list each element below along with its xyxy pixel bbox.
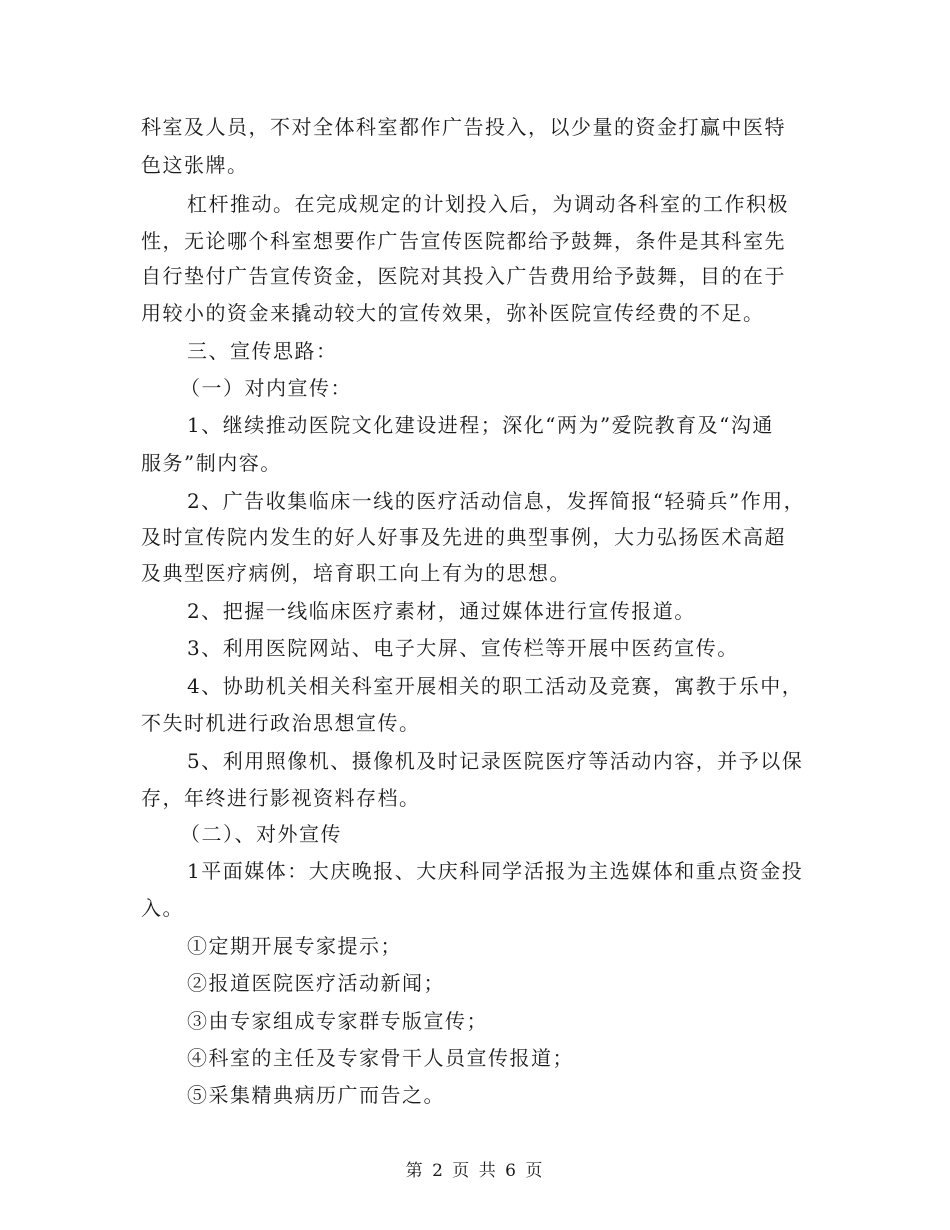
text-line: 自行垫付广告宣传资金，医院对其投入广告费用给予鼓舞，目的在于 [141, 264, 786, 288]
text-line: 用较小的资金来撬动较大的宣传效果，弥补医院宣传经费的不足。 [141, 301, 765, 325]
text-line: 1平面媒体：大庆晚报、大庆科同学活报为主选媒体和重点资金投 [187, 859, 804, 883]
list-item: ⑤采集精典病历广而告之。 [187, 1083, 445, 1107]
text-line: 服务”制内容。 [141, 451, 282, 475]
text-line: 2、广告收集临床一线的医疗活动信息，发挥简报“轻骑兵”作用， [187, 489, 806, 513]
list-item: ④科室的主任及专家骨干人员宣传报道； [187, 1046, 574, 1070]
list-item: ②报道医院医疗活动新闻； [187, 971, 445, 995]
text-line: 及典型医疗病例，培育职工向上有为的思想。 [141, 561, 571, 585]
subsection-heading: （二）、对外宣传 [180, 822, 342, 846]
text-line: 色这张牌。 [141, 153, 249, 177]
section-heading: 三、宣传思路： [187, 339, 338, 363]
text-line: 不失时机进行政治思想宣传。 [141, 711, 421, 735]
text-line: 2、把握一线临床医疗素材，通过媒体进行宣传报道。 [187, 599, 696, 623]
text-line: 及时宣传院内发生的好人好事及先进的典型事例，大力弘扬医术高超 [141, 525, 786, 549]
text-line: 性，无论哪个科室想要作广告宣传医院都给予鼓舞，条件是其科室先 [141, 229, 786, 253]
text-line: 1、继续推动医院文化建设进程；深化“两为”爱院教育及“沟通 [187, 413, 774, 437]
text-line: 科室及人员，不对全体科室都作广告投入，以少量的资金打赢中医特 [141, 115, 786, 139]
text-line: 杠杆推动。在完成规定的计划投入后，为调动各科室的工作积极 [187, 192, 789, 216]
subsection-heading: （一）对内宣传： [180, 376, 352, 400]
text-line: 4、协助机关相关科室开展相关的职工活动及竞赛，寓教于乐中， [187, 674, 804, 698]
list-item: ③由专家组成专家群专版宣传； [187, 1009, 488, 1033]
text-line: 3、利用医院网站、电子大屏、宣传栏等开展中医药宣传。 [187, 636, 739, 660]
text-line: 入。 [141, 896, 184, 920]
text-line: 5、利用照像机、摄像机及时记录医院医疗等活动内容，并予以保 [187, 749, 804, 773]
list-item: ①定期开展专家提示； [187, 934, 402, 958]
page-footer: 第 2 页 共 6 页 [405, 1161, 545, 1181]
text-line: 存，年终进行影视资料存档。 [141, 786, 421, 810]
